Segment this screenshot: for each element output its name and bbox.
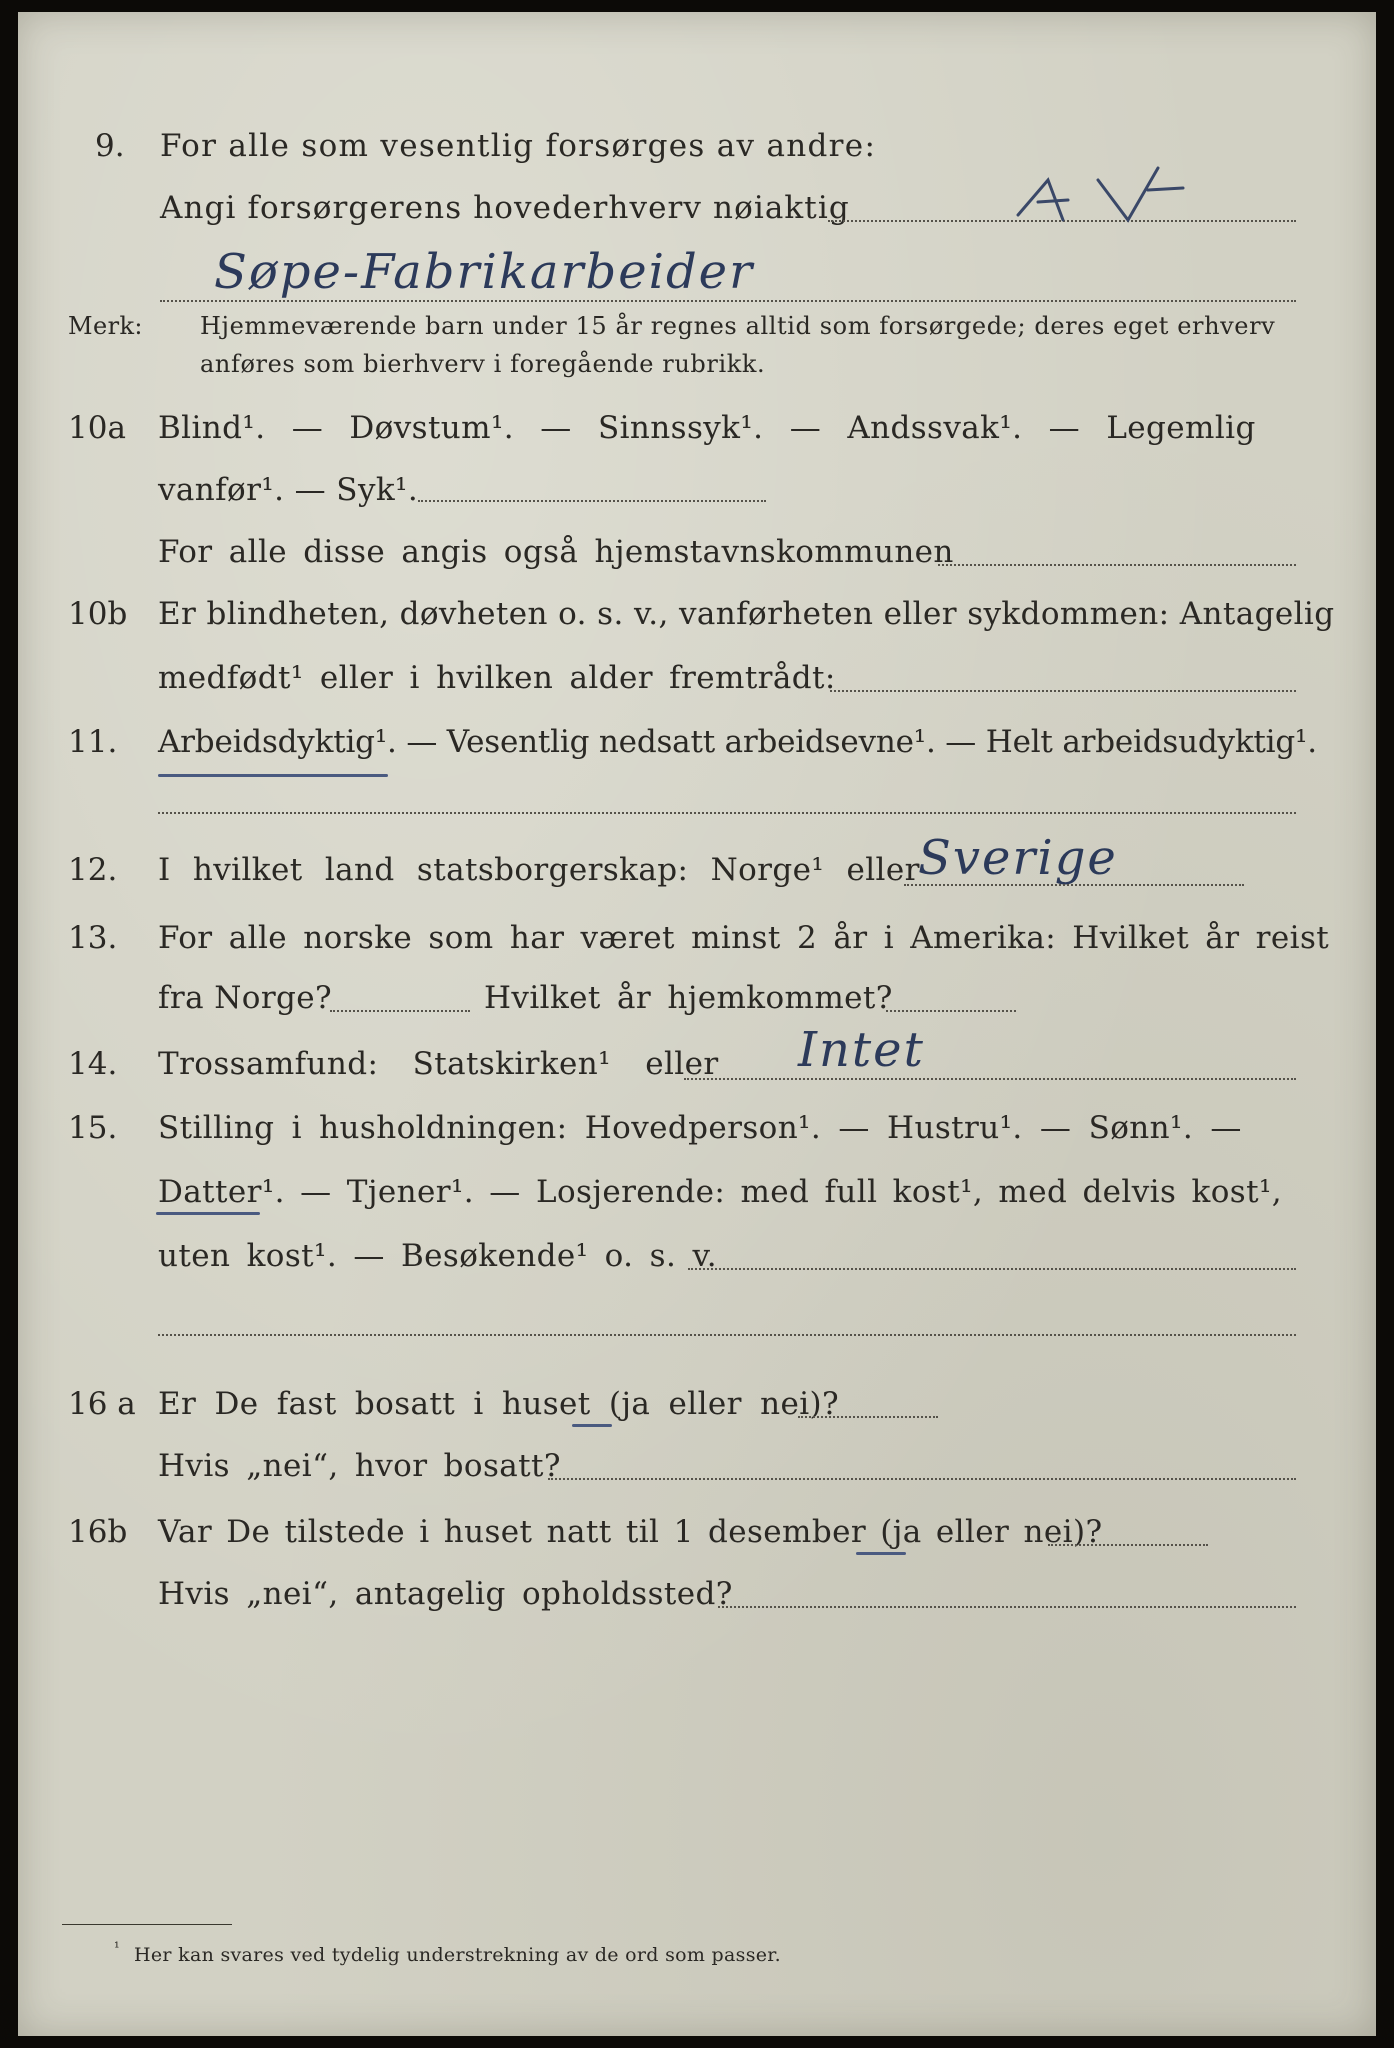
q13-number: 13. [68,920,118,956]
q12-number: 12. [68,852,118,888]
q16b-answer-line-1 [1048,1544,1208,1546]
q10a-line1: Blind¹. — Døvstum¹. — Sinnssyk¹. — Andssvak¹. — Legemlig [158,410,1256,446]
q15-line1: Stilling i husholdningen: Hovedperson¹. — Hustru¹. — Sønn¹. — [158,1110,1242,1146]
q10a-line3: For alle disse angis også hjemstavnskommunen [158,534,954,570]
census-form-page [18,12,1376,2036]
q10b-line2: medfødt¹ eller i hvilken alder fremtrådt: [158,660,836,696]
q16a-line1: Er De fast bosatt i huset (ja eller nei)? [158,1386,840,1422]
footnote-text: Her kan svares ved tydelig understrekning av de ord som passer. [134,1944,781,1966]
q13-answer-line-2 [886,1010,1016,1012]
q10b-line1: Er blindheten, døvheten o. s. v., vanførheten eller sykdommen: Antagelig [158,596,1335,632]
q10b-number: 10b [68,596,128,632]
q16b-line2: Hvis „nei“, antagelig opholdssted? [158,1576,733,1612]
q16a-answer-underline [572,1424,612,1427]
q15-line3: uten kost¹. — Besøkende¹ o. s. v. [158,1238,717,1274]
q16a-number: 16 a [68,1386,136,1422]
q16a-line2: Hvis „nei“, hvor bosatt? [158,1448,561,1484]
q11-answer-underline [158,774,388,777]
q11-line1: Arbeidsdyktig¹. — Vesentlig nedsatt arbeidsevne¹. — Helt arbeidsudyktig¹. [158,724,1317,760]
q12-answer-handwritten: Sverige [918,830,1118,886]
q15-answer-line-1 [688,1268,1296,1270]
q10a-answer-line-1 [418,500,766,502]
footnote-mark: ¹ [114,1940,120,1956]
q13-line1: For alle norske som har været minst 2 år i Amerika: Hvilket år reist [158,920,1330,956]
q9-answer-handwritten: Søpe-Fabrikarbeider [214,244,755,300]
q16b-line1: Var De tilstede i huset natt til 1 desember (ja eller nei)? [158,1514,1103,1550]
q13-line2a: fra Norge? [158,980,333,1016]
q10a-line2: vanfør¹. — Syk¹. [158,472,419,508]
merk-line1: Hjemmeværende barn under 15 år regnes alltid som forsørgede; deres eget erhverv [200,312,1276,340]
q16b-answer-underline [856,1552,906,1555]
q10a-number: 10a [68,410,126,446]
q9-pen-mark-icon [1008,160,1248,240]
q12-line1: I hvilket land statsborgerskap: Norge¹ eller [158,852,920,888]
q16b-number: 16b [68,1514,128,1550]
q11-answer-line [158,812,1296,814]
q13-answer-line-1 [330,1010,470,1012]
q15-line2: Datter¹. — Tjener¹. — Losjerende: med full kost¹, med delvis kost¹, [158,1174,1283,1210]
q9-line2: Angi forsørgerens hovederhverv nøiaktig [160,190,850,226]
q15-answer-underline [156,1212,260,1215]
q13-line2b: Hvilket år hjemkommet? [484,980,893,1016]
q9-number: 9. [95,128,125,164]
q10b-answer-line [830,690,1296,692]
q9-line1: For alle som vesentlig forsørges av andre: [160,128,877,164]
q14-number: 14. [68,1046,118,1082]
q16a-answer-line-1 [798,1416,938,1418]
q11-number: 11. [68,724,118,760]
q10a-answer-line-2 [938,564,1296,566]
q16a-answer-line-2 [548,1478,1296,1480]
q14-line1: Trossamfund: Statskirken¹ eller [158,1046,719,1082]
q9-answer-line-2 [160,300,1296,302]
q14-answer-line [684,1078,1296,1080]
q15-number: 15. [68,1110,118,1146]
q15-answer-line-2 [158,1334,1296,1336]
merk-line2: anføres som bierhverv i foregående rubrikk. [200,350,766,378]
q14-answer-handwritten: Intet [798,1022,925,1078]
q16b-answer-line-2 [718,1606,1296,1608]
q12-answer-line [904,884,1244,886]
merk-label: Merk: [68,312,143,340]
footnote-rule [62,1924,232,1925]
